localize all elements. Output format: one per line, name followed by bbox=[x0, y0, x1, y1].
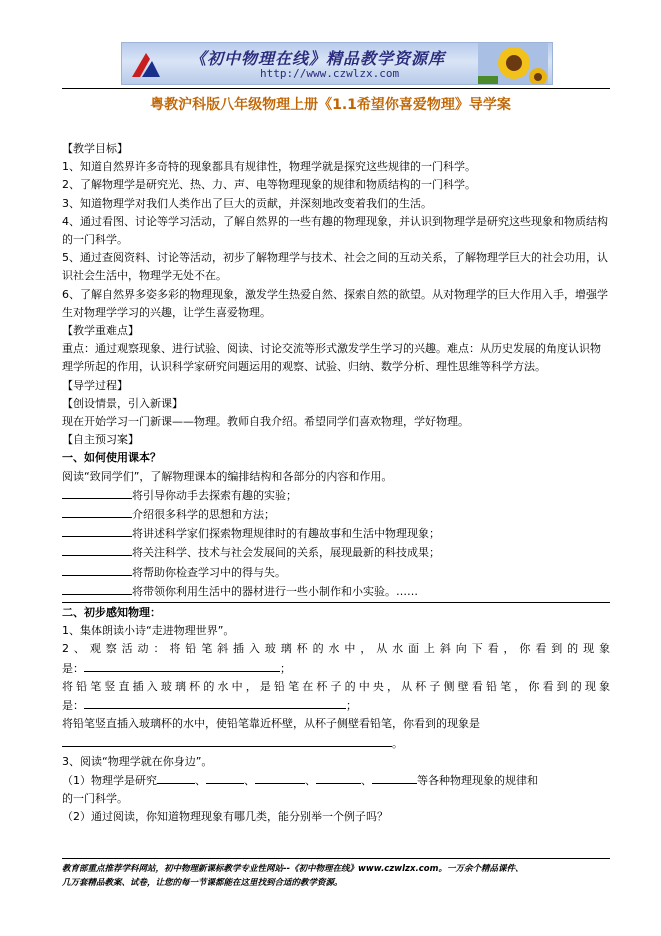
page-footer bbox=[62, 862, 610, 890]
banner-url[interactable]: http://www.czwlzx.com bbox=[260, 67, 400, 80]
answer-blank[interactable] bbox=[62, 563, 132, 576]
banner-title: 《初中物理在线》精品教学资源库 bbox=[190, 49, 446, 68]
footer-line: 教育部重点推荐学科网站，初中物理新课标教学专业性网站--《初中物理在线》www.czwlzx.com。一万余个精品课件、 bbox=[62, 864, 524, 874]
sunflower-image bbox=[478, 43, 548, 85]
answer-blank[interactable] bbox=[62, 486, 132, 499]
scene-heading: 【创设情景，引入新课】 bbox=[62, 396, 183, 410]
key-points-text: 重点：通过观察现象、进行试验、阅读、讨论交流等形式激发学生学习的兴趣。难点：从历史发展的角度认识物理学所起的作用，认识科学家研究问题运用的观察、试验、归纳、数学分析、理性思维等科学方法。 bbox=[62, 342, 601, 374]
footer-line: 几万套精品教案、试卷，让您的每一节课都能在这里找到合适的教学资源。 bbox=[62, 878, 343, 888]
key-points-heading: 【教学重难点】 bbox=[62, 324, 139, 338]
preview-heading: 【自主预习案】 bbox=[62, 433, 139, 447]
answer-blank[interactable] bbox=[62, 505, 132, 518]
question-3-1-cont: 的一门科学。 bbox=[62, 792, 128, 806]
answer-blank[interactable] bbox=[255, 771, 305, 784]
question-2-4: 将铅笔竖直插入玻璃杯的水中，使铅笔靠近杯壁，从杯子侧壁看铅笔，你看到的现象是 bbox=[62, 717, 480, 731]
answer-blank[interactable] bbox=[62, 524, 132, 537]
question-2-1: 1、集体朗读小诗“走进物理世界”。 bbox=[62, 624, 235, 638]
document-body bbox=[62, 140, 610, 827]
question-2-3-answer: 是： ； bbox=[62, 696, 610, 715]
question-3-1: （1）物理学是研究 、 、 、 、 等各种物理现象的规律和 bbox=[62, 771, 610, 790]
answer-blank[interactable] bbox=[62, 734, 392, 747]
goal-item: 1、知道自然界许多奇特的现象都具有规律性，物理学就是探究这些规律的一门科学。 bbox=[62, 160, 476, 174]
goal-item: 2、了解物理学是研究光、热、力、声、电等物理现象的规律和物质结构的一门科学。 bbox=[62, 178, 476, 192]
answer-blank[interactable] bbox=[84, 696, 346, 709]
goal-item: 5、通过查阅资料、讨论等活动，初步了解物理学与技术、社会之间的互动关系，了解物理学巨大的社会功用，认识社会生活中，物理学无处不在。 bbox=[62, 251, 608, 283]
fill-line: 将引导你动手去探索有趣的实验； bbox=[62, 486, 610, 505]
goals-heading: 【教学目标】 bbox=[62, 142, 128, 155]
question-1-heading: 一、如何使用课本？ bbox=[62, 451, 161, 465]
process-heading: 【导学过程】 bbox=[62, 378, 128, 392]
document-title: 粤教沪科版八年级物理上册《1.1希望你喜爱物理》导学案 bbox=[150, 97, 511, 113]
fill-line: 将帮助你检查学习中的得与失。 bbox=[62, 563, 610, 582]
answer-blank[interactable] bbox=[157, 771, 195, 784]
fill-line: 介绍很多科学的思想和方法； bbox=[62, 505, 610, 524]
question-1-intro: 阅读“致同学们”，了解物理课本的编排结构和各部分的内容和作用。 bbox=[62, 469, 393, 483]
fill-line: 将讲述科学家们探索物理规律时的有趣故事和生活中物理现象； bbox=[62, 524, 610, 543]
footer-rule bbox=[62, 858, 610, 859]
header-rule bbox=[62, 88, 610, 89]
header-banner bbox=[121, 42, 553, 85]
question-3-2: （2）通过阅读，你知道物理现象有哪几类，能分别举一个例子吗？ bbox=[62, 810, 388, 824]
scene-text: 现在开始学习一门新课——物理。教师自我介绍。希望同学们喜欢物理，学好物理。 bbox=[62, 415, 469, 429]
section-divider bbox=[62, 602, 610, 603]
goal-item: 4、通过看图、讨论等学习活动，了解自然界的一些有趣的物理现象，并认识到物理学是研究这些现象和物质结构的一门科学。 bbox=[62, 214, 608, 247]
question-3: 3、阅读“物理学就在你身边”。 bbox=[62, 754, 213, 768]
fill-line: 将带领你利用生活中的器材进行一些小制作和小实验。…… bbox=[62, 582, 610, 601]
goal-item: 6、了解自然界多姿多彩的物理现象，激发学生热爱自然、探索自然的欲望。从对物理学的巨大作用入手，增强学生对物理学学习的兴趣，让学生喜爱物理。 bbox=[62, 287, 608, 319]
answer-blank[interactable] bbox=[62, 582, 132, 595]
answer-blank[interactable] bbox=[84, 659, 280, 672]
question-2-4-answer: 。 bbox=[62, 734, 610, 753]
question-2-2-answer: 是： ； bbox=[62, 659, 610, 678]
answer-blank[interactable] bbox=[206, 771, 244, 784]
question-2-2: 2、观察活动：将铅笔斜插入玻璃杯的水中，从水面上斜向下看，你看到的现象 bbox=[62, 642, 610, 656]
answer-blank[interactable] bbox=[62, 543, 132, 556]
site-logo bbox=[128, 49, 164, 81]
question-2-heading: 二、初步感知物理： bbox=[62, 606, 161, 620]
answer-blank[interactable] bbox=[372, 771, 417, 784]
answer-blank[interactable] bbox=[316, 771, 361, 784]
fill-line: 将关注科学、技术与社会发展间的关系，展现最新的科技成果； bbox=[62, 543, 610, 562]
goal-item: 3、知道物理学对我们人类作出了巨大的贡献，并深刻地改变着我们的生活。 bbox=[62, 196, 432, 210]
question-2-3: 将铅笔竖直插入玻璃杯的水中，是铅笔在杯子的中央，从杯子侧壁看铅笔，你看到的现象 bbox=[62, 679, 610, 693]
